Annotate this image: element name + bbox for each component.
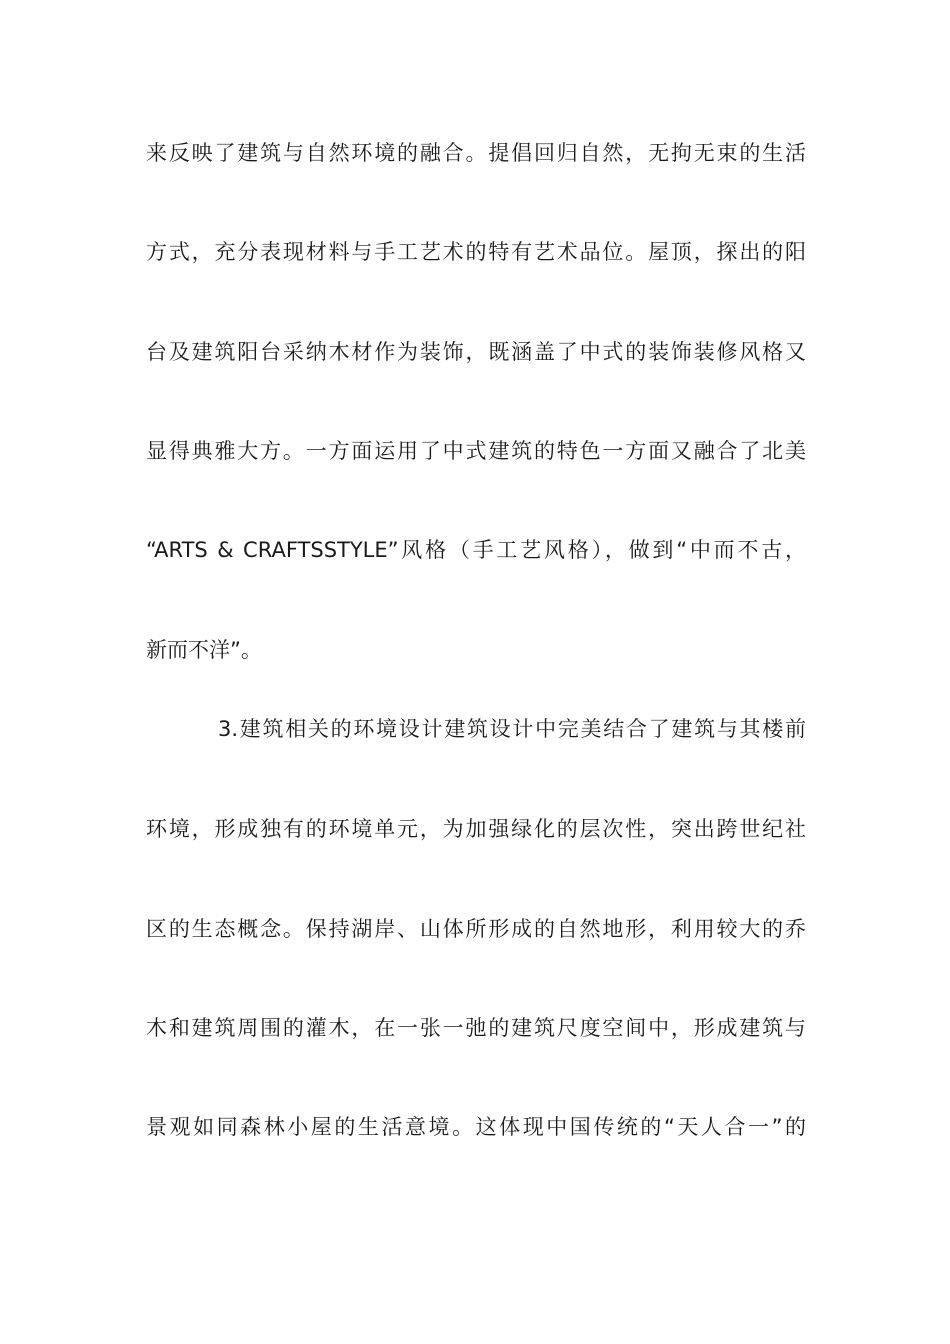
paragraph-line: 新而不洋”。 <box>146 638 262 662</box>
paragraph-line: 显得典雅大方。一方面运用了中式建筑的特色一方面又融合了北美 <box>146 439 806 463</box>
paragraph-line: 来反映了建筑与自然环境的融合。提倡回归自然，无拘无束的生活 <box>146 141 806 165</box>
paragraph-line: 区的生态概念。保持湖岸、山体所形成的自然地形，利用较大的乔 <box>146 917 806 941</box>
paragraph-line: 景观如同森林小屋的生活意境。这体现中国传统的“天人合一”的 <box>146 1115 806 1139</box>
paragraph-line: 方式，充分表现材料与手工艺术的特有艺术品位。屋顶，探出的阳 <box>146 240 806 264</box>
paragraph-line: 环境，形成独有的环境单元，为加强绿化的层次性，突出跨世纪社 <box>146 817 806 841</box>
paragraph-line: 木和建筑周围的灌木，在一张一弛的建筑尺度空间中，形成建筑与 <box>146 1016 806 1040</box>
section-heading-line: 3.建筑相关的环境设计建筑设计中完美结合了建筑与其楼前 <box>218 717 806 741</box>
paragraph-line: “ARTS & CRAFTSSTYLE”风格（手工艺风格），做到“中而不古， <box>146 538 806 562</box>
paragraph-line: 台及建筑阳台采纳木材作为装饰，既涵盖了中式的装饰装修风格又 <box>146 340 806 364</box>
